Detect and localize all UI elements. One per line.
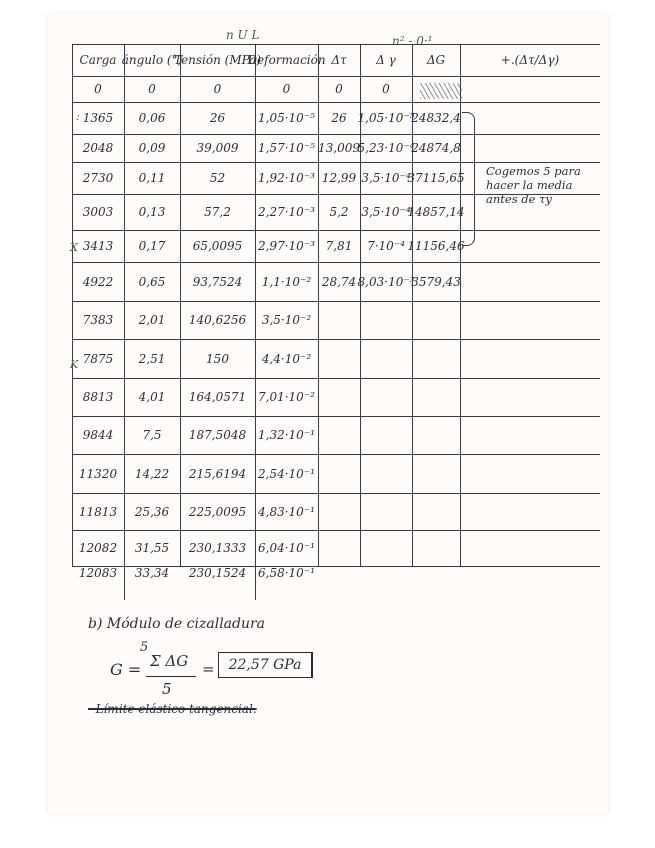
table-cell: 7,5	[142, 428, 162, 442]
table-cell: 1,57·10⁻⁵	[258, 141, 315, 155]
shear-modulus-formula	[100, 640, 340, 700]
table-cell: 2,51	[138, 351, 166, 366]
table-cell: 225,0095	[188, 504, 247, 519]
table-cell: 8813	[82, 390, 114, 404]
table-cell: 1,05·10⁻⁵	[357, 111, 415, 125]
table-cell: 0,06	[138, 111, 166, 125]
table-cell: 37115,65	[407, 171, 465, 185]
table-cell: 2,27·10⁻³	[258, 205, 315, 219]
header-cell: +.(Δτ/Δγ)	[500, 53, 560, 67]
table-cell: 39,009	[196, 141, 239, 155]
table-cell: 57,2	[204, 205, 231, 219]
table-cell: 187,5048	[188, 428, 247, 442]
table-cell: 1,1·10⁻²	[261, 274, 312, 289]
table-cell: 140,6256	[188, 313, 247, 327]
sum-expression: Σ ΔG	[150, 652, 189, 670]
table-cell: 7875	[82, 351, 114, 366]
formula-lhs: G =	[110, 660, 142, 679]
table-cell: 5,23·10⁻⁴	[357, 141, 415, 155]
table-cell: 3579,43	[411, 274, 461, 289]
table-cell: 7383	[82, 313, 114, 327]
margin-mark-2: X	[70, 241, 78, 254]
table-cell: 52	[209, 171, 226, 185]
table-cell: 25,36	[134, 504, 170, 519]
table-cell: 14857,14	[407, 205, 465, 219]
table-cell: 24832,4	[411, 111, 461, 125]
table-cell: 4,83·10⁻¹	[258, 504, 315, 519]
table-cell: 31,55	[134, 541, 170, 555]
table-cell: 3413	[82, 239, 114, 253]
table-cell: 12082	[78, 541, 118, 555]
table-cell: 230,1524	[188, 566, 247, 580]
table-cell: 0,65	[138, 274, 166, 289]
table-cell: 1,05·10⁻⁵	[258, 111, 315, 125]
table-cell: 26	[209, 111, 226, 125]
fraction-denominator: 5	[162, 680, 172, 698]
table-cell: 150	[206, 351, 229, 366]
margin-mark-1: :	[76, 110, 80, 123]
table-cell: 9844	[82, 428, 114, 442]
table-cell: 5,2	[329, 205, 349, 219]
table-cell: 1,32·10⁻¹	[258, 428, 315, 442]
table-cell: 2,54·10⁻¹	[258, 466, 315, 481]
table-cell: 0	[382, 82, 390, 96]
table-cell: 0	[148, 82, 156, 96]
bracket-mark	[462, 112, 475, 246]
table-cell: 3003	[82, 205, 114, 219]
table-cell: 65,0095	[192, 239, 243, 253]
table-cell: 93,7524	[192, 274, 243, 289]
struck-out-line: · Límite elástico tangencial.	[88, 702, 257, 716]
table-cell: 7,81	[325, 239, 353, 253]
table-cell: 3,5·10⁻⁴	[361, 205, 411, 219]
table-cell: 164,0571	[188, 390, 247, 404]
table-cell: 33,34	[134, 566, 170, 580]
table-cell: 14,22	[134, 466, 170, 481]
header-cell: Δτ	[331, 53, 347, 67]
table-cell: 12,99	[321, 171, 357, 185]
table-cell: 7,01·10⁻²	[258, 390, 315, 404]
table-cell: 28,74	[321, 274, 357, 289]
header-cell: Carga	[79, 53, 117, 67]
table-cell: 26	[331, 111, 347, 125]
table-cell: 1,92·10⁻³	[258, 171, 315, 185]
table-cell: 1365	[82, 111, 114, 125]
scribbled-out-cell	[420, 83, 462, 99]
side-note: Cogemos 5 para hacer la media antes de τy	[486, 164, 581, 206]
header-cell: ΔG	[426, 53, 446, 67]
table-cell: 0,09	[138, 141, 166, 155]
table-cell: 0	[213, 82, 222, 96]
header-cell: Δ γ	[376, 53, 396, 67]
fraction-line	[146, 676, 196, 677]
table-cell: 3,5·10⁻²	[261, 313, 312, 327]
table-cell: 0	[94, 82, 102, 96]
table-cell: 0,17	[138, 239, 166, 253]
formula-equals: =	[202, 660, 215, 678]
table-cell: 0	[335, 82, 343, 96]
table-cell: 215,6194	[188, 466, 247, 481]
header-cell: Deformación	[247, 53, 326, 67]
table-cell: 6,58·10⁻¹	[258, 566, 315, 580]
table-cell: 3,5·10⁻⁴	[361, 171, 411, 185]
margin-mark-3: K	[70, 358, 79, 371]
table-cell: 7·10⁻⁴	[367, 239, 405, 253]
table-cell: 8,03·10⁻³	[357, 274, 415, 289]
top-scrawl-right: n² - 0·¹	[392, 34, 433, 48]
table-cell: 0,11	[138, 171, 166, 185]
table-cell: 11156,46	[407, 239, 465, 253]
top-scrawl-left: n U L	[226, 28, 260, 42]
table-cell: 2048	[82, 141, 114, 155]
table-cell: 4,01	[138, 390, 166, 404]
header-cell: ángulo (°)	[121, 53, 183, 67]
table-cell: 230,1333	[188, 541, 247, 555]
table-cell: 2730	[82, 171, 114, 185]
sum-upper-limit: 5	[140, 640, 149, 655]
table-cell: 4922	[82, 274, 114, 289]
table-cell: 6,04·10⁻¹	[258, 541, 315, 555]
table-cell: 2,97·10⁻³	[258, 239, 315, 253]
table-cell: 13,009	[318, 141, 360, 155]
table-cell: 4,4·10⁻²	[261, 351, 312, 366]
table-cell: 24874,8	[411, 141, 461, 155]
section-b-title: b) Módulo de cizalladura	[88, 616, 266, 632]
table-cell: 0	[282, 82, 291, 96]
header-cell: Tensión (MPa)	[174, 53, 262, 67]
table-cell: 2,01	[138, 313, 166, 327]
table-cell: 0,13	[138, 205, 166, 219]
result-box: 22,57 GPa	[218, 652, 313, 678]
table-cell: 11813	[78, 504, 118, 519]
table-cell: 11320	[78, 466, 118, 481]
table-cell: 12083	[78, 566, 118, 580]
